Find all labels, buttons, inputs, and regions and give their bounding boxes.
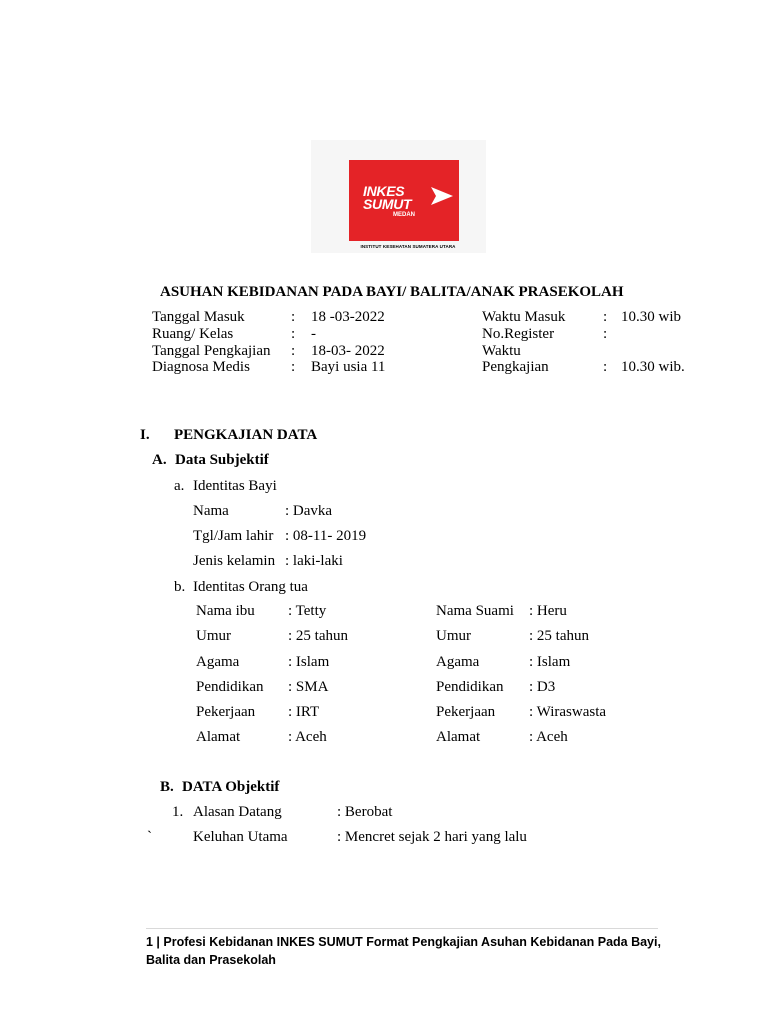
field-value: : D3: [529, 679, 556, 695]
field-label: Nama Suami: [436, 603, 514, 619]
header-value: 18-03- 2022: [311, 343, 385, 359]
logo-caption: INSTITUT KESEHATAN SUMATERA UTARA: [360, 244, 456, 249]
logo-red-block: [349, 160, 459, 241]
field-label: Agama: [436, 654, 480, 670]
logo-line-inkes: INKES: [363, 183, 405, 199]
field-label: Pendidikan: [196, 679, 264, 695]
field-value: : Islam: [529, 654, 571, 670]
field-value: : SMA: [288, 679, 329, 695]
header-value: 18 -03-2022: [311, 309, 385, 325]
field-label: Agama: [196, 654, 240, 670]
logo-line-medan: MEDAN: [393, 212, 415, 218]
header-value: 10.30 wib: [621, 309, 681, 325]
field-value: : 25 tahun: [529, 628, 589, 644]
institution-logo: [311, 140, 486, 253]
field-label: Umur: [196, 628, 231, 644]
header-colon: :: [603, 359, 608, 375]
document-title: ASUHAN KEBIDANAN PADA BAYI/ BALITA/ANAK PRASEKOLAH: [160, 284, 624, 300]
header-label: Tanggal Masuk: [152, 309, 245, 325]
field-label: Jenis kelamin: [193, 553, 276, 569]
subsection-heading: DATA Objektif: [182, 779, 280, 795]
field-label: Nama ibu: [196, 603, 255, 619]
header-value: -: [311, 326, 316, 342]
field-value: : Heru: [529, 603, 567, 619]
field-label: Alamat: [196, 729, 241, 745]
field-value: : IRT: [288, 704, 320, 720]
list-marker: a.: [174, 478, 185, 494]
header-colon: :: [603, 326, 608, 342]
field-value: : Islam: [288, 654, 330, 670]
header-colon: :: [291, 343, 296, 359]
section-number: I.: [140, 427, 150, 443]
list-marker: 1.: [172, 804, 184, 820]
field-label: Pendidikan: [436, 679, 504, 695]
section-heading: PENGKAJIAN DATA: [174, 427, 318, 443]
list-marker: `: [147, 829, 152, 845]
header-label: Ruang/ Kelas: [152, 326, 234, 342]
header-value: 10.30 wib.: [621, 359, 685, 375]
chevron-right-icon: [429, 185, 455, 207]
field-value: : Mencret sejak 2 hari yang lalu: [337, 829, 527, 845]
header-label: Pengkajian: [482, 359, 549, 375]
footer-divider: [146, 928, 658, 929]
header-label: No.Register: [482, 326, 555, 342]
field-value: : Aceh: [288, 729, 327, 745]
field-value: : Wiraswasta: [529, 704, 607, 720]
field-label: Umur: [436, 628, 471, 644]
field-label: Tgl/Jam lahir: [193, 528, 274, 544]
subsection-heading: Data Subjektif: [175, 452, 269, 468]
list-marker: b.: [174, 579, 186, 595]
header-colon: :: [603, 309, 608, 325]
header-value: Bayi usia 11: [311, 359, 386, 375]
header-label: Waktu: [482, 343, 521, 359]
page-footer: 1 | Profesi Kebidanan INKES SUMUT Format Pengkajian Asuhan Kebidanan Pada Bayi, Balita dan Prasekolah: [146, 935, 661, 967]
list-heading: Identitas Bayi: [193, 478, 277, 494]
field-value: : Davka: [285, 503, 333, 519]
field-value: : Berobat: [337, 804, 393, 820]
header-label: Diagnosa Medis: [152, 359, 250, 375]
field-value: : laki-laki: [285, 553, 343, 569]
list-heading: Identitas Orang tua: [193, 579, 308, 595]
field-label: Alamat: [436, 729, 481, 745]
field-label: Pekerjaan: [196, 704, 256, 720]
header-colon: :: [291, 326, 296, 342]
field-label: Nama: [193, 503, 229, 519]
logo-line-sumut: SUMUT: [363, 196, 412, 212]
field-value: : Tetty: [288, 603, 327, 619]
field-label: Keluhan Utama: [193, 829, 288, 845]
subsection-label: B.: [160, 779, 174, 795]
field-value: : Aceh: [529, 729, 568, 745]
header-label: Tanggal Pengkajian: [152, 343, 271, 359]
field-label: Alasan Datang: [193, 804, 282, 820]
header-label: Waktu Masuk: [482, 309, 566, 325]
header-colon: :: [291, 309, 296, 325]
header-colon: :: [291, 359, 296, 375]
field-value: : 25 tahun: [288, 628, 348, 644]
subsection-label: A.: [152, 452, 167, 468]
field-label: Pekerjaan: [436, 704, 496, 720]
field-value: : 08-11- 2019: [285, 528, 367, 544]
